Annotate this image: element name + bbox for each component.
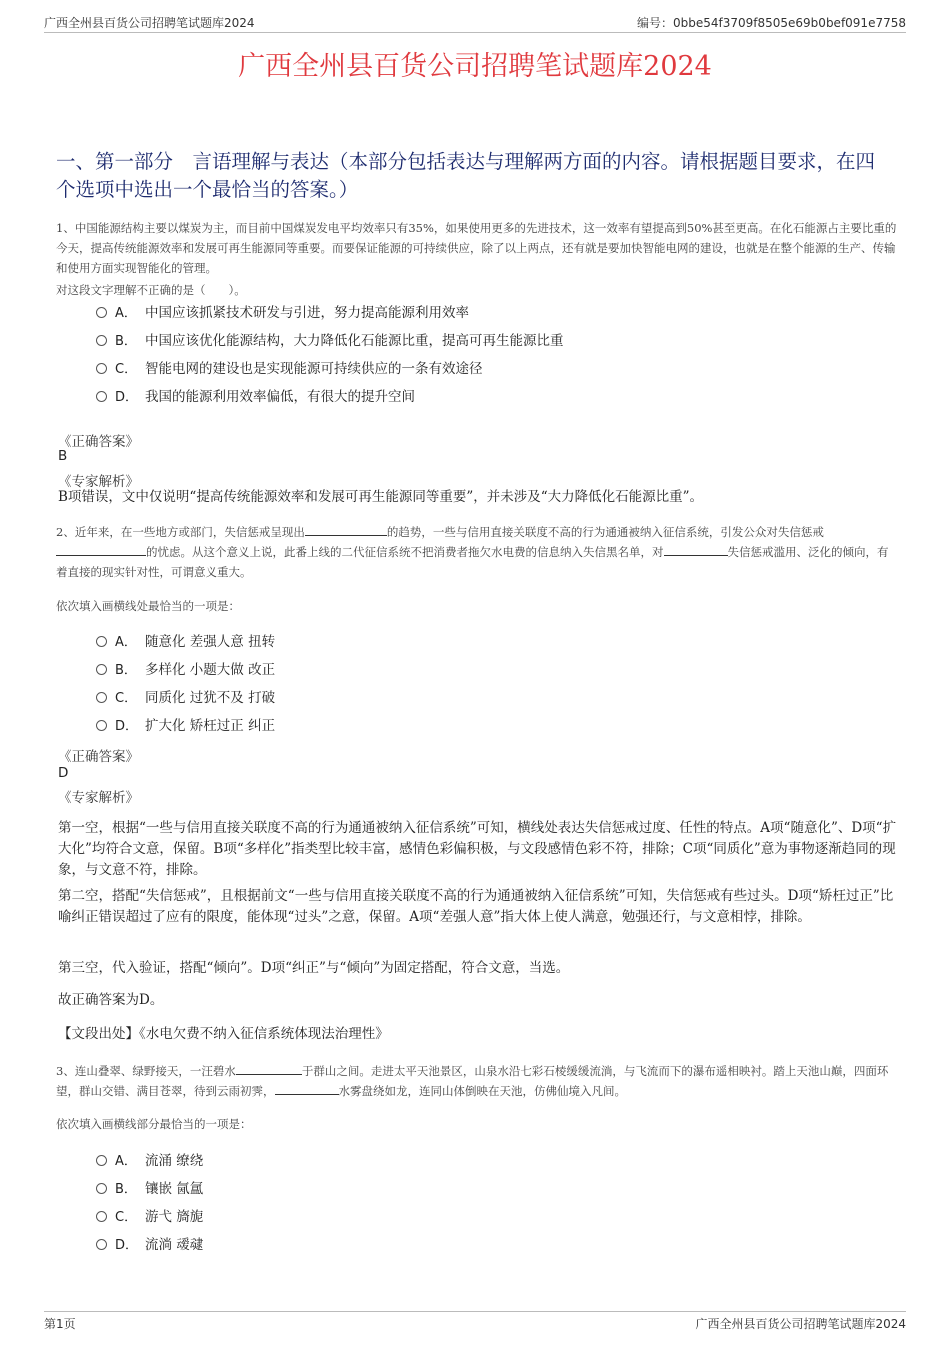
fill-blank[interactable] — [236, 1061, 302, 1075]
question-1-analysis-label: 《专家解析》 — [58, 474, 139, 490]
question-2-option-a[interactable]: A． 随意化 差强人意 扭转 — [96, 628, 856, 656]
question-3-option-d[interactable]: D． 流淌 叆叇 — [96, 1231, 856, 1259]
question-2-analysis-p3: 第三空，代入验证，搭配“倾向”。D项“纠正”与“倾向”为固定搭配，符合文意，当选。 — [58, 960, 570, 976]
question-2-analysis-p1: 第一空，根据“一些与信用直接关联度不高的行为通通被纳入征信系统”可知，横线处表达失信惩戒过度、任性的特点。A项“随意化”、D项“扩大化”均符合文意，保留。B项“多样化”指类型比较丰富，感情色彩偏积极，与文段感情色彩不符，排除；C项“同质化”意为事物逐渐趋同的现象，与文意不符，排除。 — [58, 820, 897, 878]
question-2-analysis-p4: 故正确答案为D。 — [58, 992, 164, 1008]
fill-blank[interactable] — [275, 1081, 339, 1095]
radio-icon[interactable] — [96, 692, 107, 703]
radio-icon[interactable] — [96, 1239, 107, 1250]
radio-icon[interactable] — [96, 1183, 107, 1194]
question-3-prompt: 依次填入画横线部分最恰当的一项是： — [56, 1117, 252, 1131]
question-2-answer: D — [58, 765, 69, 781]
fill-blank[interactable] — [664, 542, 728, 556]
radio-icon[interactable] — [96, 307, 107, 318]
section-heading: 一、第一部分 言语理解与表达（本部分包括表达与理解两方面的内容。请根据题目要求，在四个选项中选出一个最恰当的答案。） — [56, 150, 876, 201]
question-1-prompt: 对这段文字理解不正确的是（ ）。 — [56, 283, 246, 297]
radio-icon[interactable] — [96, 335, 107, 346]
question-1-option-c[interactable]: C． 智能电网的建设也是实现能源可持续供应的一条有效途径 — [96, 355, 856, 383]
question-1-text: 1、中国能源结构主要以煤炭为主，而目前中国煤炭发电平均效率只有35%，如果使用更多的先进技术，这一效率有望提高到50%甚至更高。在化石能源占主要比重的今天，提高传统能源效率和发展可再生能源同等重要。而要保证能源的可持续供应，除了以上两点，还有就是要加快智能电网的建设，也就是在整个能源的生产、传输和使用方面实现智能化的管理。 — [56, 221, 897, 275]
radio-icon[interactable] — [96, 1155, 107, 1166]
question-2-analysis-p2: 第二空，搭配“失信惩戒”，且根据前文“一些与信用直接关联度不高的行为通通被纳入征信系统”可知，失信惩戒有些过头。D项“矫枉过正”比喻纠正错误超过了应有的限度，能体现“过头”之意，保留。A项“差强人意”指大体上使人满意，勉强还行，与文意相悖，排除。 — [58, 888, 894, 925]
header-doc-name: 广西全州县百货公司招聘笔试题库2024 — [44, 16, 255, 30]
question-3-options — [96, 1147, 856, 1259]
question-2-option-d[interactable]: D． 扩大化 矫枉过正 纠正 — [96, 712, 856, 740]
running-header — [44, 14, 906, 33]
page-footer — [44, 1311, 906, 1332]
question-2-option-c[interactable]: C． 同质化 过犹不及 打破 — [96, 684, 856, 712]
question-2-analysis-label: 《专家解析》 — [58, 790, 139, 806]
question-1-answer: B — [58, 448, 68, 464]
radio-icon[interactable] — [96, 1211, 107, 1222]
radio-icon[interactable] — [96, 363, 107, 374]
radio-icon[interactable] — [96, 720, 107, 731]
question-1-option-b[interactable]: B． 中国应该优化能源结构，大力降低化石能源比重，提高可再生能源比重 — [96, 327, 856, 355]
radio-icon[interactable] — [96, 636, 107, 647]
question-2-answer-label: 《正确答案》 — [58, 749, 139, 765]
question-2-prompt: 依次填入画横线处最恰当的一项是： — [56, 599, 240, 613]
question-1-options — [96, 299, 856, 411]
footer-doc-name: 广西全州县百货公司招聘笔试题库2024 — [695, 1317, 906, 1331]
header-doc-number: 编号：0bbe54f3709f8505e69b0bef091e7758 — [636, 16, 906, 30]
question-2-options — [96, 628, 856, 740]
question-1-option-d[interactable]: D． 我国的能源利用效率偏低，有很大的提升空间 — [96, 383, 856, 411]
fill-blank[interactable] — [305, 522, 387, 536]
question-2-option-b[interactable]: B． 多样化 小题大做 改正 — [96, 656, 856, 684]
question-1-answer-label: 《正确答案》 — [58, 434, 139, 450]
fill-blank[interactable] — [56, 542, 146, 556]
question-1-option-a[interactable]: A． 中国应该抓紧技术研发与引进，努力提高能源利用效率 — [96, 299, 856, 327]
page-number: 第1页 — [44, 1317, 76, 1331]
question-3-option-c[interactable]: C． 游弋 旖旎 — [96, 1203, 856, 1231]
question-1-analysis: B项错误，文中仅说明“提高传统能源效率和发展可再生能源同等重要”，并未涉及“大力降低化石能源比重”。 — [58, 489, 704, 505]
radio-icon[interactable] — [96, 664, 107, 675]
question-3-text: 3、连山叠翠、绿野接天，一汪碧水 于群山之间。走进太平天池景区，山泉水沿七彩石棱缓缓流淌，与飞流而下的瀑布遥相映衬。踏上天池山巅，四面环望，群山交错、满目苍翠，待到云雨初霁， 水雾盘绕如龙，连同山体倒映在天池，仿佛仙境入凡间。 — [56, 1061, 898, 1101]
radio-icon[interactable] — [96, 391, 107, 402]
question-2-text: 2、近年来，在一些地方或部门，失信惩戒呈现出 的趋势，一些与信用直接关联度不高的行为通通被纳入征信系统，引发公众对失信惩戒的忧虑。从这个意义上说，此番上线的二代征信系统不把消费者拖欠水电费的信息纳入失信黑名单，对 失信惩戒滥用、泛化的倾向，有着直接的现实针对性，可谓意义重大。 — [56, 522, 898, 582]
question-3-option-b[interactable]: B． 镶嵌 氤氲 — [96, 1175, 856, 1203]
document-title: 广西全州县百货公司招聘笔试题库2024 — [238, 51, 712, 82]
question-2-source: 【文段出处】《水电欠费不纳入征信系统体现法治理性》 — [58, 1026, 389, 1042]
question-3-option-a[interactable]: A． 流涌 缭绕 — [96, 1147, 856, 1175]
